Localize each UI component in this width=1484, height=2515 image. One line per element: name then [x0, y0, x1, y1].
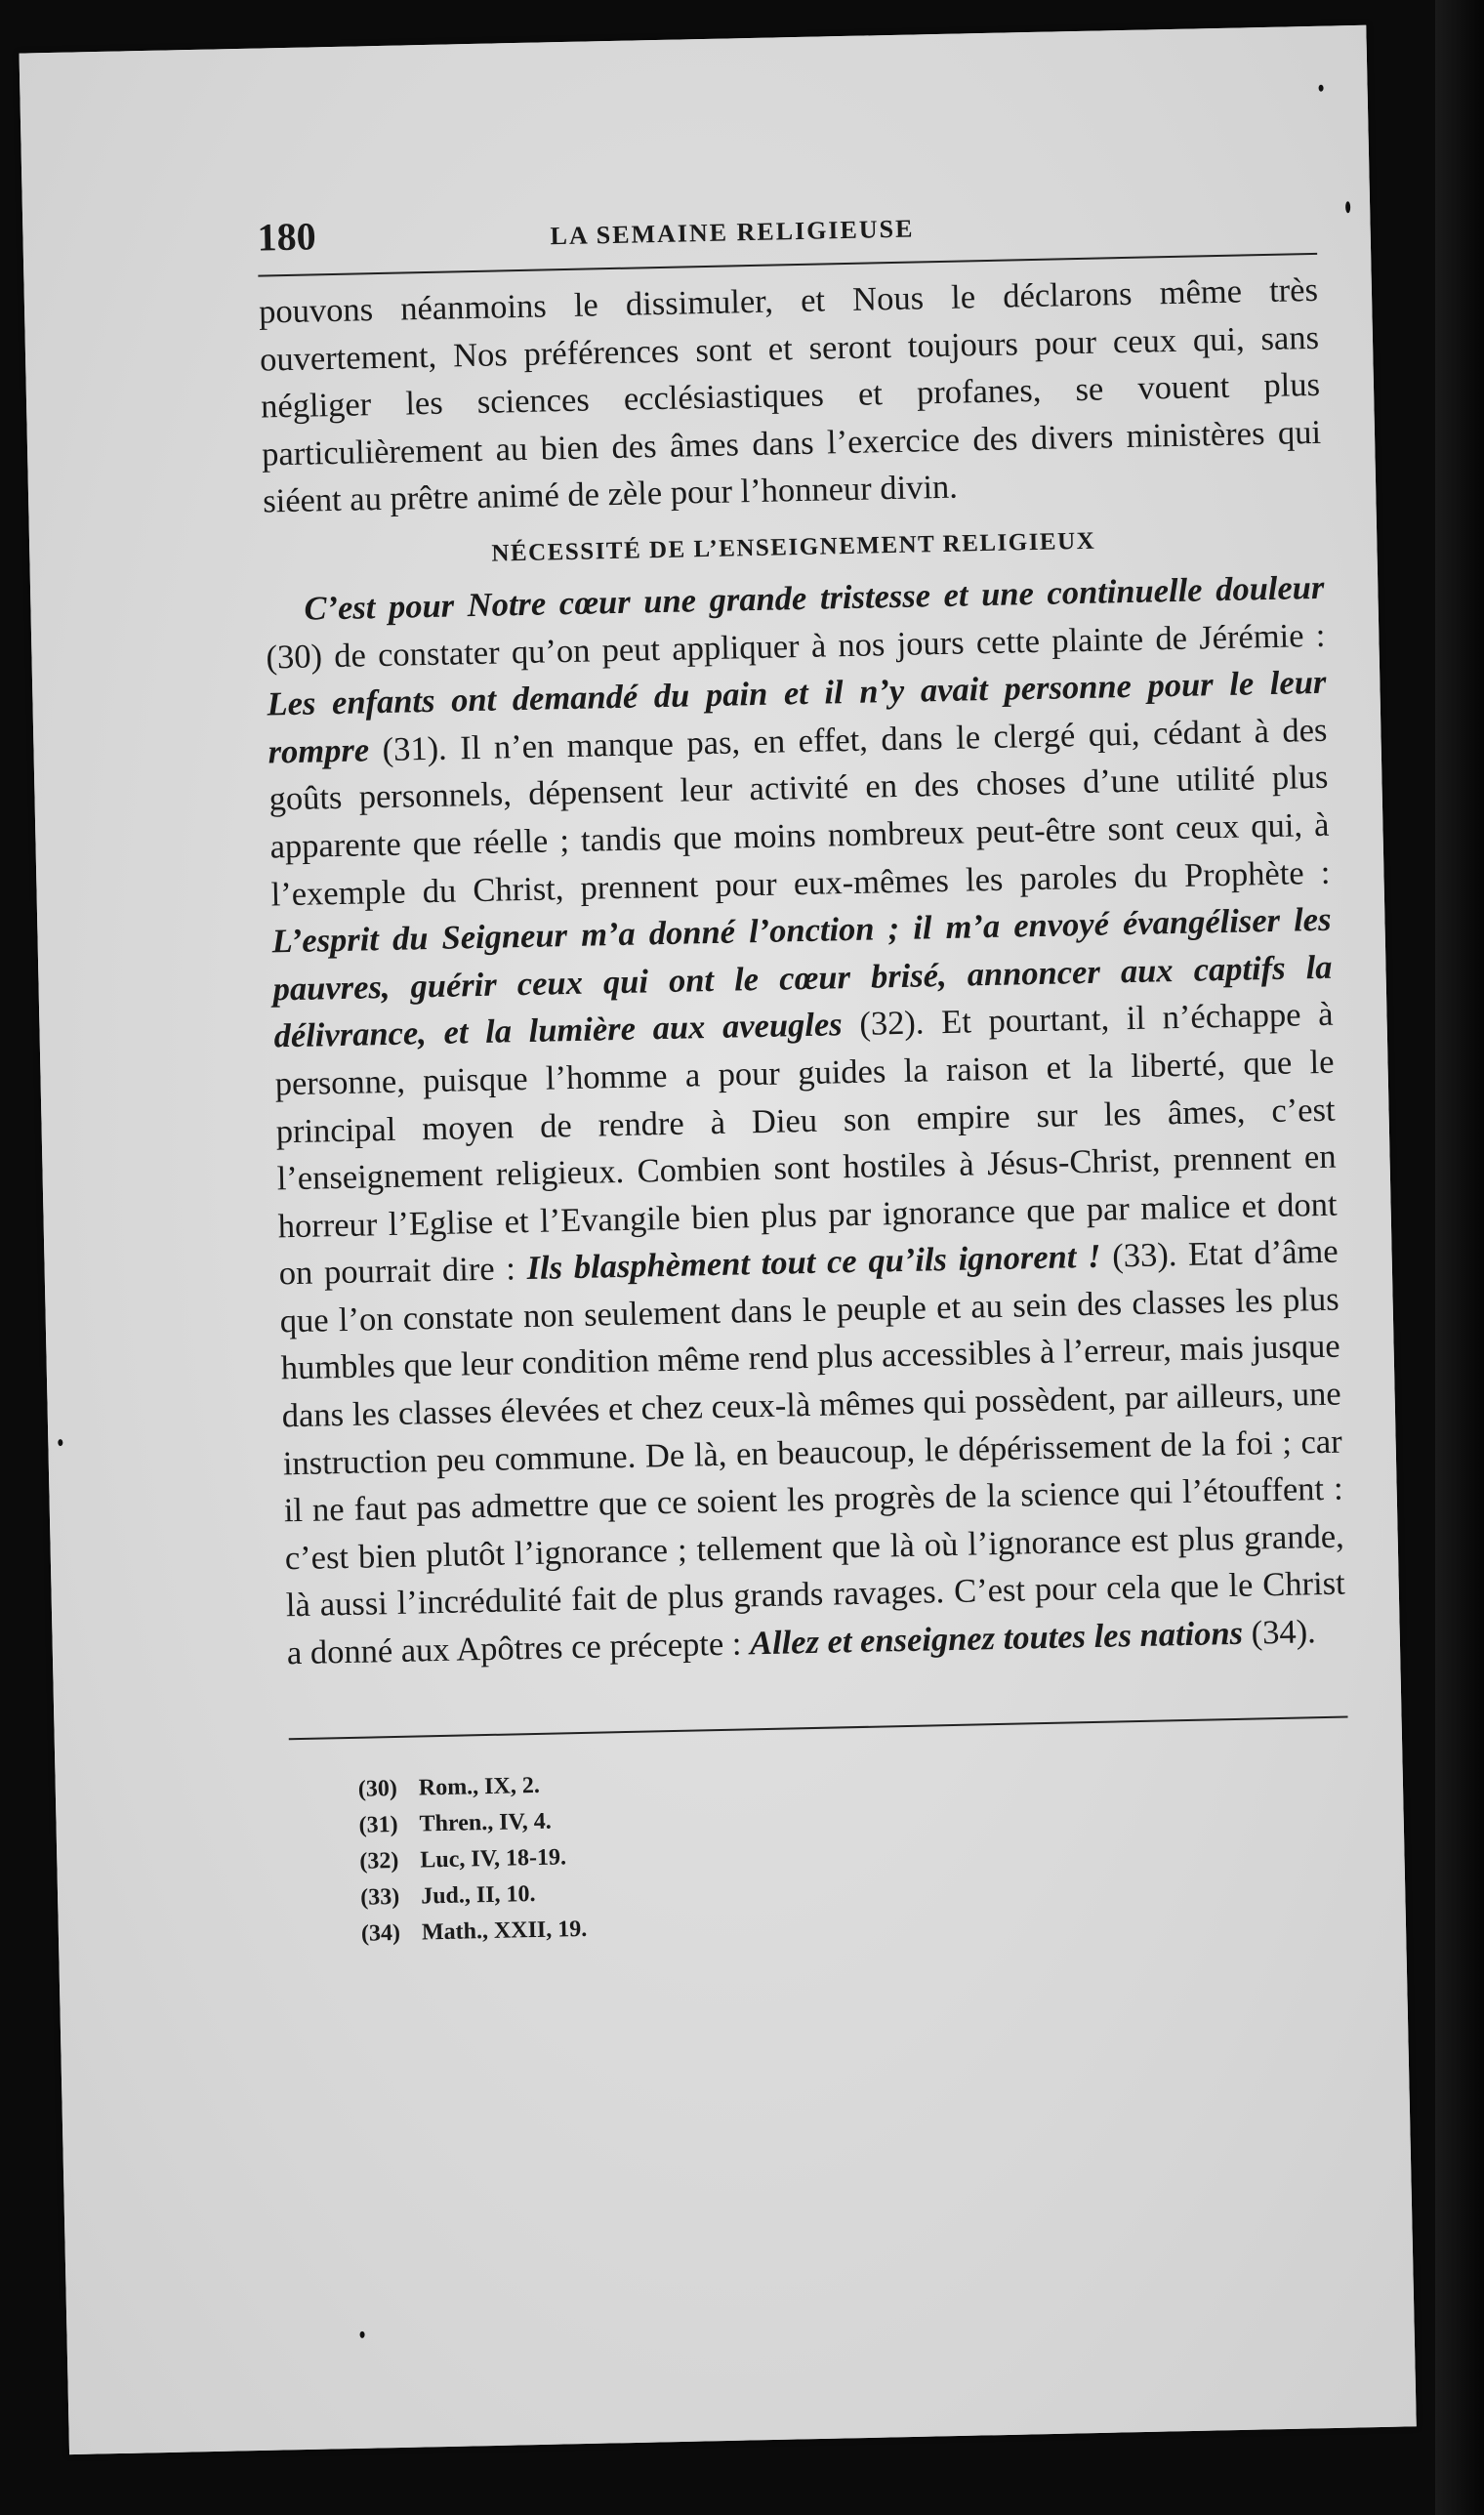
book-page [20, 25, 1417, 2454]
text-run: (31). Il n’en manque pas, en effet, dans le clergé qui, cédant à des goûts personnels, dépensent leur activité en des choses d’une utilité plus apparente que réelle ; tandis que moins nombreux peut-être sont ceux qui, à l’exemple du Christ, prennent pour eux-mêmes les paroles du Prophète : [268, 711, 1331, 913]
text-run: (30) de constater qu’on peut appliquer à nos jours cette plainte de Jérémie : [266, 616, 1326, 677]
quote-jeremiah: Les enfants ont demandé du pain et il n’y avait personne pour le leur rompre [267, 663, 1327, 771]
text-run: (32). Et pourtant, il n’échappe à personne, puisque l’homme a pour guides la raison et la liberté, que le principal moyen de rendre à Dieu son empire sur les âmes, c’est l’enseignement religieux. Combien sont hostiles à Jésus-Christ, prennent en horreur l’Eglise et l’Evangile bien plus par ignorance que par malice et dont on pourrait dire : [274, 996, 1338, 1293]
footnote-number: (34) [360, 1919, 401, 1947]
quote-prophet: L’esprit du Seigneur m’a donné l’onction ; il m’a envoyé évangéliser les pauvres, guérir ceux qui ont le cœur brisé, annoncer aux captifs la délivrance, et la lumière aux aveugles [271, 900, 1333, 1055]
quote-jude: Ils blasphèment tout ce qu’ils ignorent ! [526, 1238, 1101, 1288]
footnote-reference: Jud., II, 10. [420, 1880, 536, 1910]
footnote-reference: Thren., IV, 4. [419, 1808, 553, 1837]
ink-speck [1345, 201, 1350, 213]
footnotes [357, 1751, 1352, 1952]
footnote-reference: Math., XXII, 19. [421, 1916, 588, 1946]
paragraph-main [265, 564, 1346, 1677]
footnote-rule [289, 1715, 1348, 1740]
page-content [257, 192, 1352, 1954]
footnote-number: (31) [358, 1811, 398, 1838]
footnote-reference: Rom., IX, 2. [418, 1772, 541, 1801]
running-title: LA SEMAINE RELIGIEUSE [550, 214, 915, 251]
quote-matthew: Allez et enseignez toutes les nations [749, 1614, 1244, 1663]
scan-border [1435, 0, 1484, 2515]
text-run: (33). Etat d’âme que l’on constate non seulement dans le peuple et au sein des classes les plus humbles que leur condition même rend plus accessibles à l’erreur, mais jusque dans les classes élevées et chez ceux-là mêmes qui possèdent, par ailleurs, une instruction peu commune. De là, en beaucoup, le dépérissement de la foi ; car il ne faut pas admettre que ce soient les progrès de la science qui l’étouffent : c’est bien plutôt l’ignorance ; tellement que là où l’ignorance est plus grande, là aussi l’incrédulité fait de plus grands ravages. C’est pour cela que le Christ a donné aux Apôtres ce précepte : [279, 1232, 1346, 1672]
paragraph-continuation: pouvons néanmoins le dissimuler, et Nous le déclarons même très ouvertement, Nos préférences sont et seront toujours pour ceux qui, sans négliger les sciences ecclésiastiques et profanes, se vouent plus particulièrement au bien des âmes dans l’exercice des divers ministères qui siéent au prêtre animé de zèle pour l’honneur divin. [258, 270, 1322, 520]
footnote-number: (33) [359, 1883, 400, 1911]
ink-speck [1319, 85, 1324, 92]
ink-speck [359, 2331, 364, 2338]
ink-speck [58, 1439, 62, 1446]
page-header [257, 192, 1317, 273]
page-number: 180 [257, 214, 317, 260]
section-title: NÉCESSITÉ DE L’ENSEIGNEMENT RELIGIEUX [491, 527, 1096, 567]
footnote-number: (32) [359, 1847, 399, 1875]
footnote-reference: Luc, IV, 18-19. [420, 1843, 567, 1874]
footnote-number: (30) [357, 1775, 398, 1802]
quote-encyclical: C’est pour Notre cœur une grande tristesse et une continuelle douleur [304, 568, 1325, 628]
text-run: (34). [1242, 1613, 1317, 1652]
